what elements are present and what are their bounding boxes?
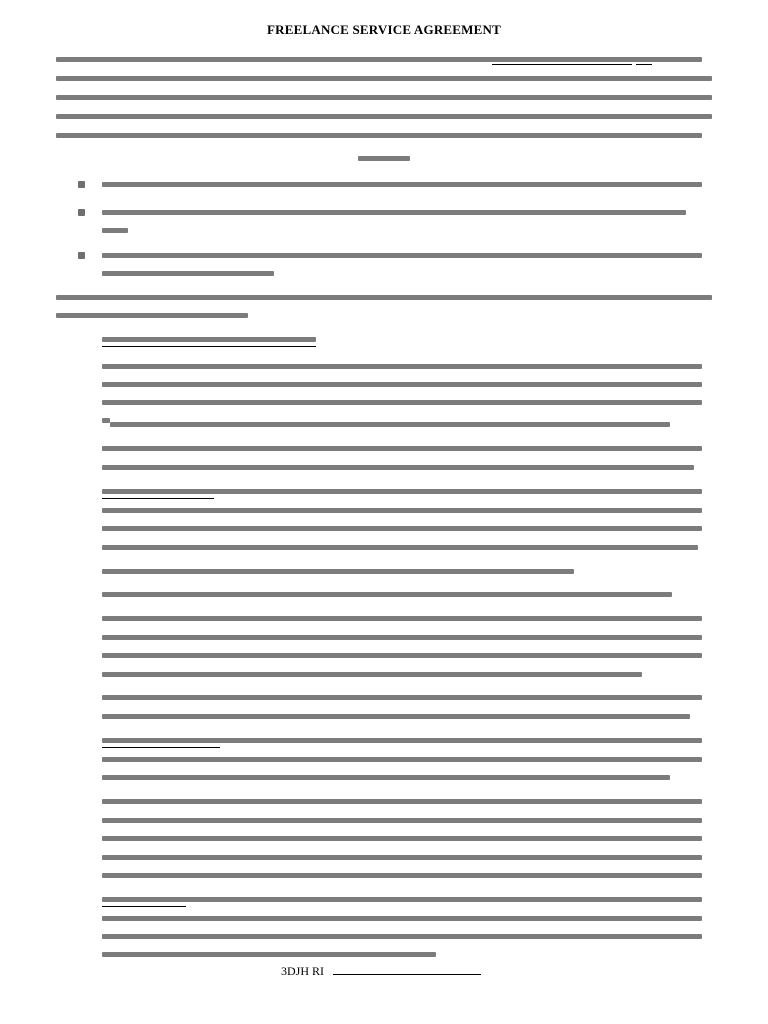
section-4-line	[102, 757, 702, 763]
agreement-clause-line	[56, 313, 248, 319]
recital-c-line	[102, 253, 702, 259]
section-1-line	[102, 382, 702, 388]
footer-prefix: 3DJH	[280, 964, 309, 978]
section-2-line	[102, 526, 702, 532]
recitals-heading	[358, 156, 410, 162]
section-2-line	[102, 592, 672, 598]
recital-b-line	[102, 210, 686, 216]
intro-line	[56, 76, 712, 82]
section-5-line	[102, 836, 702, 842]
section-5-line	[102, 855, 702, 861]
recital-b-line	[102, 228, 128, 234]
section-1-line	[110, 422, 670, 428]
party-blank-line	[492, 64, 632, 65]
section-4-leadin-underline	[102, 747, 220, 748]
footer-mid: RI	[312, 964, 324, 978]
section-3-line	[102, 635, 702, 641]
section-6-line	[102, 916, 702, 922]
section-5-line	[102, 818, 702, 824]
section-heading	[102, 337, 316, 343]
recital-a-line	[102, 182, 702, 188]
section-1-line	[102, 418, 110, 424]
section-1-line	[102, 446, 702, 452]
section-2-line	[102, 489, 702, 495]
section-3-line	[102, 616, 702, 622]
section-4-line	[102, 775, 670, 781]
recital-marker-a	[78, 181, 85, 188]
section-1-line	[102, 465, 694, 471]
section-3-line	[102, 653, 702, 659]
section-6-line	[102, 897, 702, 903]
section-3-line	[102, 672, 642, 678]
intro-line	[56, 133, 702, 139]
page-footer	[0, 964, 768, 979]
recital-marker-b	[78, 209, 85, 216]
section-4-line	[102, 738, 702, 744]
footer-blank-line	[333, 974, 481, 975]
recital-c-line	[102, 271, 274, 277]
section-6-line	[102, 934, 702, 940]
intro-line	[56, 114, 712, 120]
section-5-line	[102, 873, 702, 879]
section-2-line	[102, 508, 702, 514]
recital-marker-c	[78, 252, 85, 259]
section-heading-underline	[102, 346, 316, 347]
section-2-leadin-underline	[102, 498, 214, 499]
section-2-line	[102, 545, 698, 551]
intro-line	[56, 95, 712, 101]
section-2-line	[102, 569, 574, 575]
section-6-leadin-underline	[102, 906, 186, 907]
section-6-line	[102, 952, 436, 958]
intro-line	[56, 57, 702, 63]
section-3-line	[102, 695, 702, 701]
document-title: FREELANCE SERVICE AGREEMENT	[267, 22, 501, 37]
party-blank-line	[636, 64, 652, 65]
agreement-clause-line	[56, 295, 712, 301]
section-3-line	[102, 714, 690, 720]
section-5-line	[102, 799, 702, 805]
section-1-line	[102, 364, 702, 370]
section-1-line	[102, 400, 702, 406]
